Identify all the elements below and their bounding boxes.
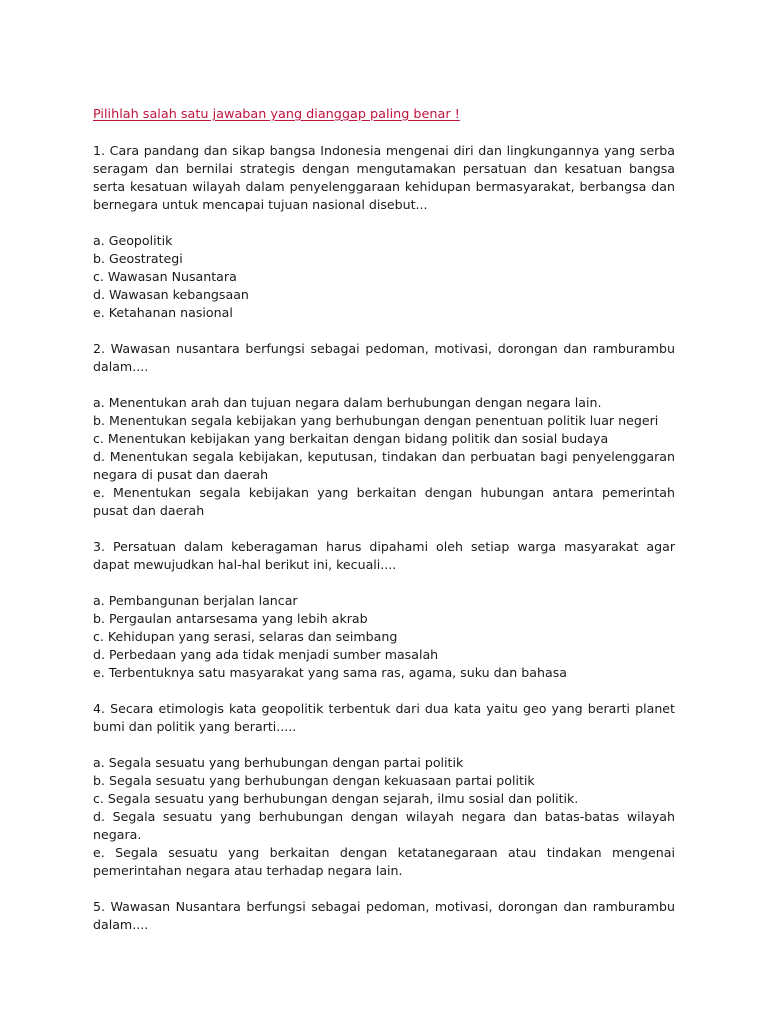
question-2-text: 2. Wawasan nusantara berfungsi sebagai pedoman, motivasi, dorongan dan ramburambu dalam.... (93, 341, 675, 374)
question-2-option-d: d. Menentukan segala kebijakan, keputusan, tindakan dan perbuatan bagi penyelenggaran negara di pusat dan daerah (93, 449, 675, 482)
document-page (93, 106, 675, 952)
question-4-option-d: d. Segala sesuatu yang berhubungan dengan wilayah negara dan batas-batas wilayah negara. (93, 809, 675, 842)
question-3-option-a: a. Pembangunan berjalan lancar (93, 593, 298, 608)
question-3-option-c: c. Kehidupan yang serasi, selaras dan seimbang (93, 629, 398, 644)
question-3-option-d: d. Perbedaan yang ada tidak menjadi sumber masalah (93, 647, 439, 662)
question-3-text: 3. Persatuan dalam keberagaman harus dipahami oleh setiap warga masyarakat agar dapat mewujudkan hal-hal berikut ini, kecuali.... (93, 539, 675, 572)
question-1-option-d: d. Wawasan kebangsaan (93, 287, 249, 302)
question-1-option-b: b. Geostrategi (93, 251, 183, 266)
question-1-options (93, 232, 675, 322)
question-1-option-c: c. Wawasan Nusantara (93, 269, 237, 284)
question-4-options (93, 754, 675, 880)
question-4-option-b: b. Segala sesuatu yang berhubungan dengan kekuasaan partai politik (93, 773, 535, 788)
question-3-option-b: b. Pergaulan antarsesama yang lebih akrab (93, 611, 368, 626)
question-3-option-e: e. Terbentuknya satu masyarakat yang sama ras, agama, suku dan bahasa (93, 665, 567, 680)
question-3-options (93, 592, 675, 682)
question-2-option-c: c. Menentukan kebijakan yang berkaitan dengan bidang politik dan sosial budaya (93, 431, 609, 446)
question-2-options (93, 394, 675, 520)
question-2-option-b: b. Menentukan segala kebijakan yang berhubungan dengan penentuan politik luar negeri (93, 413, 659, 428)
question-4-option-a: a. Segala sesuatu yang berhubungan dengan partai politik (93, 755, 464, 770)
instruction-heading: Pilihlah salah satu jawaban yang dianggap paling benar ! (93, 107, 460, 122)
question-4-option-c: c. Segala sesuatu yang berhubungan dengan sejarah, ilmu sosial dan politik. (93, 791, 579, 806)
question-2-option-e: e. Menentukan segala kebijakan yang berkaitan dengan hubungan antara pemerintah pusat dan daerah (93, 485, 675, 518)
question-4-option-e: e. Segala sesuatu yang berkaitan dengan ketatanegaraan atau tindakan mengenai pemerintahan negara atau terhadap negara lain. (93, 845, 675, 878)
question-4-text: 4. Secara etimologis kata geopolitik terbentuk dari dua kata yaitu geo yang berarti planet bumi dan politik yang berarti..... (93, 701, 675, 734)
question-1-option-a: a. Geopolitik (93, 233, 173, 248)
question-1-option-e: e. Ketahanan nasional (93, 305, 233, 320)
question-2-option-a: a. Menentukan arah dan tujuan negara dalam berhubungan dengan negara lain. (93, 395, 602, 410)
question-5-text: 5. Wawasan Nusantara berfungsi sebagai pedoman, motivasi, dorongan dan ramburambu dalam.... (93, 899, 675, 932)
question-1-text: 1. Cara pandang dan sikap bangsa Indonesia mengenai diri dan lingkungannya yang serba seragam dan bernilai strategis dengan mengutamakan persatuan dan kesatuan bangsa serta kesatuan wilayah dalam penyelenggaraan kehidupan bermasyarakat, berbangsa dan bernegara untuk mencapai tujuan nasional disebut... (93, 143, 675, 212)
